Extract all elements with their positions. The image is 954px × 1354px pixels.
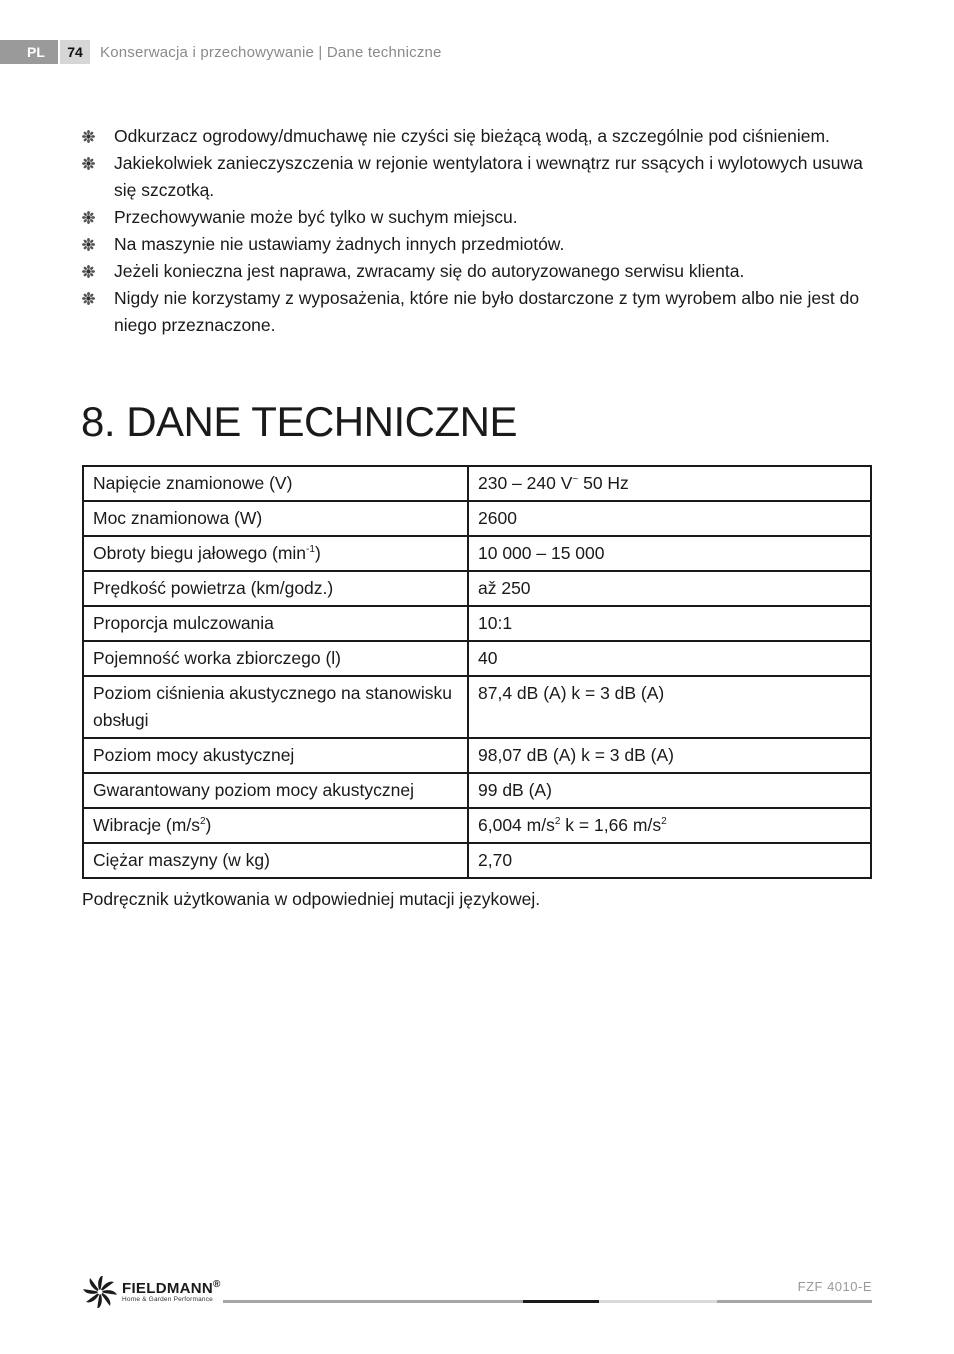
table-row — [83, 773, 871, 808]
spec-value: 10:1 — [468, 606, 871, 641]
brand-tagline: Home & Garden Performance — [122, 1295, 213, 1303]
page-number: 74 — [60, 40, 90, 64]
spec-value: 98,07 dB (A) k = 3 dB (A) — [468, 738, 871, 773]
spec-table — [82, 465, 872, 879]
fan-logo-icon — [82, 1276, 118, 1308]
spec-label: Wibracje $(m/s^2)$ — [83, 808, 468, 843]
footer-line — [717, 1300, 872, 1303]
table-row — [83, 606, 871, 641]
footer-line — [523, 1300, 599, 1303]
list-item: Odkurzacz ogrodowy/dmuchawę nie czyści się bieżącą wodą, a szczególnie pod ciśnieniem. — [82, 123, 872, 150]
spec-label: Pojemność worka zbiorczego (l) — [83, 641, 468, 676]
flower-bullet-icon — [82, 130, 95, 143]
footer-line — [223, 1300, 523, 1303]
spec-value: 2600 — [468, 501, 871, 536]
table-row — [83, 466, 871, 501]
flower-bullet-icon — [82, 238, 95, 251]
spec-label: Poziom mocy akustycznej — [83, 738, 468, 773]
flower-bullet-icon — [82, 157, 95, 170]
model-number: FZF 4010-E — [797, 1279, 872, 1294]
spec-value: 40 — [468, 641, 871, 676]
table-row — [83, 843, 871, 878]
list-item: Jeżeli konieczna jest naprawa, zwracamy się do autoryzowanego serwisu klienta. — [82, 258, 872, 285]
list-item: Przechowywanie może być tylko w suchym miejscu. — [82, 204, 872, 231]
table-row — [83, 571, 871, 606]
table-row — [83, 641, 871, 676]
spec-label: Ciężar maszyny (w kg) — [83, 843, 468, 878]
list-item: Nigdy nie korzystamy z wyposażenia, które nie było dostarczone z tym wyrobem albo nie jest do niego przeznaczone. — [82, 285, 872, 339]
spec-value: 230 – 240 V~ 50 Hz — [468, 466, 871, 501]
spec-value: 99 dB (A) — [468, 773, 871, 808]
spec-value: 87,4 dB (A) k = 3 dB (A) — [468, 676, 871, 738]
brand-logo — [82, 1276, 221, 1308]
footer-line — [599, 1300, 717, 1303]
manual-note: Podręcznik użytkowania w odpowiedniej mutacji językowej. — [82, 889, 541, 909]
language-tab: PL — [0, 40, 58, 64]
list-item: Jakiekolwiek zanieczyszczenia w rejonie wentylatora i wewnątrz rur ssących i wylotowych usuwa się szczotką. — [82, 150, 872, 204]
flower-bullet-icon — [82, 292, 95, 305]
section-heading: 8. DANE TECHNICZNE — [81, 398, 517, 445]
spec-label: Gwarantowany poziom mocy akustycznej — [83, 773, 468, 808]
table-row — [83, 738, 871, 773]
spec-value: až 250 — [468, 571, 871, 606]
flower-bullet-icon — [82, 211, 95, 224]
page-header — [0, 40, 442, 64]
brand-name: FIELDMANN® — [122, 1278, 221, 1297]
table-row — [83, 808, 871, 843]
maintenance-list — [82, 123, 872, 339]
table-row — [83, 676, 871, 738]
spec-value: 2,70 — [468, 843, 871, 878]
flower-bullet-icon — [82, 265, 95, 278]
spec-label: Proporcja mulczowania — [83, 606, 468, 641]
spec-value: 10 000 – 15 000 — [468, 536, 871, 571]
section-title: Konserwacja i przechowywanie | Dane techniczne — [100, 43, 442, 61]
table-row — [83, 536, 871, 571]
spec-value: 6,004 $m/s^2$ k = 1,66 $m/s^2$ — [468, 808, 871, 843]
spec-label: Moc znamionowa (W) — [83, 501, 468, 536]
spec-label: Obroty biegu jałowego $(\min^{-1})$ — [83, 536, 468, 571]
table-row — [83, 501, 871, 536]
spec-label: Napięcie znamionowe (V) — [83, 466, 468, 501]
spec-label: Prędkość powietrza (km/godz.) — [83, 571, 468, 606]
list-item: Na maszynie nie ustawiamy żadnych innych przedmiotów. — [82, 231, 872, 258]
spec-label: Poziom ciśnienia akustycznego na stanowisku obsługi — [83, 676, 468, 738]
